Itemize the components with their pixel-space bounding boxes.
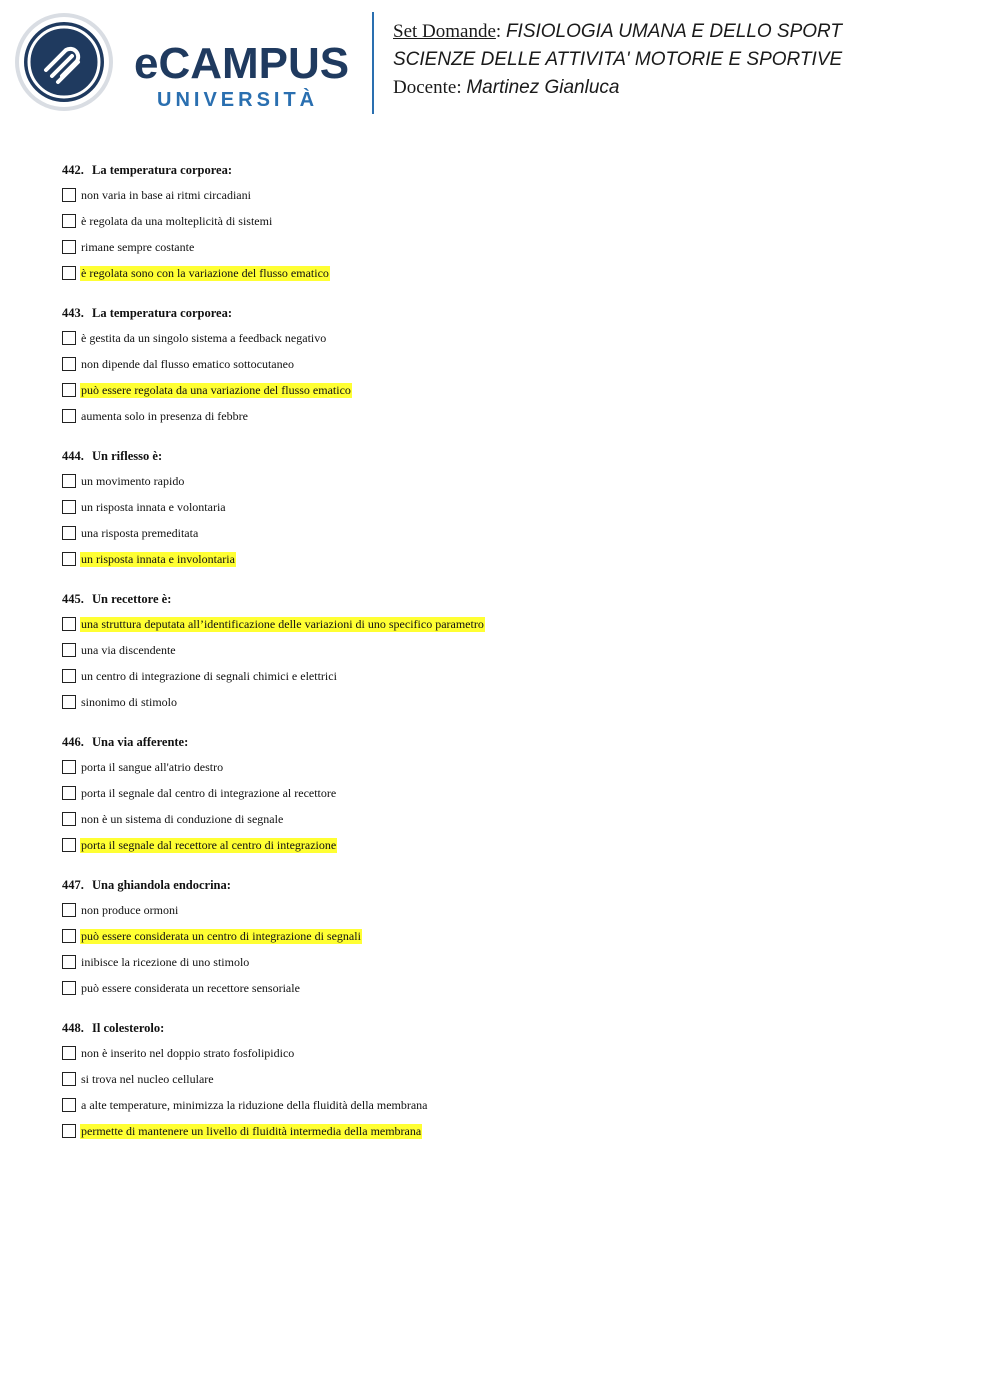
answer-text: è regolata da una molteplicità di sistemi	[81, 213, 273, 228]
checkbox[interactable]	[62, 240, 76, 254]
set-line: Set Domande: FISIOLOGIA UMANA E DELLO SPORT	[393, 21, 843, 42]
checkbox[interactable]	[62, 1072, 76, 1086]
checkbox[interactable]	[62, 643, 76, 657]
answer-option	[62, 637, 942, 663]
answer-option	[62, 520, 942, 546]
answer-text: rimane sempre costante	[81, 239, 195, 254]
answer-text: si trova nel nucleo cellulare	[81, 1071, 214, 1086]
answer-text: una via discendente	[81, 642, 176, 657]
question-title	[62, 730, 942, 754]
checkbox[interactable]	[62, 981, 76, 995]
checkbox[interactable]	[62, 552, 76, 566]
question-title	[62, 873, 942, 897]
checkbox[interactable]	[62, 357, 76, 371]
answer-option	[62, 1118, 942, 1144]
checkbox[interactable]	[62, 1046, 76, 1060]
answer-option	[62, 754, 942, 780]
question-number: 442.	[62, 163, 84, 177]
checkbox[interactable]	[62, 760, 76, 774]
correct-answer-text: una struttura deputata all’identificazione delle variazioni di uno specifico parametro	[81, 616, 484, 631]
checkbox[interactable]	[62, 474, 76, 488]
answer-text: un centro di integrazione di segnali chimici e elettrici	[81, 668, 337, 683]
set-value: FISIOLOGIA UMANA E DELLO SPORT	[505, 21, 843, 42]
question-block	[62, 730, 942, 858]
answer-option	[62, 260, 942, 286]
question-list	[62, 158, 942, 1159]
answer-text: sinonimo di stimolo	[81, 694, 178, 709]
question-title	[62, 301, 942, 325]
correct-answer-text: permette di mantenere un livello di fluidità intermedia della membrana	[81, 1123, 422, 1138]
question-block	[62, 873, 942, 1001]
question-text: Una ghiandola endocrina:	[92, 878, 231, 892]
question-block	[62, 158, 942, 286]
checkbox[interactable]	[62, 812, 76, 826]
answer-option	[62, 208, 942, 234]
answer-option	[62, 325, 942, 351]
correct-answer-text: porta il segnale dal recettore al centro di integrazione	[81, 837, 337, 852]
question-block	[62, 444, 942, 572]
answer-option	[62, 377, 942, 403]
answer-text: è gestita da un singolo sistema a feedback negativo	[81, 330, 327, 345]
answer-text: aumenta solo in presenza di febbre	[81, 408, 248, 423]
question-text: Un riflesso è:	[92, 449, 163, 463]
answer-text: un movimento rapido	[81, 473, 185, 488]
question-text: Un recettore è:	[92, 592, 172, 606]
answer-text: una risposta premeditata	[81, 525, 199, 540]
answer-option	[62, 494, 942, 520]
checkbox[interactable]	[62, 838, 76, 852]
teacher-label: Docente	[393, 77, 457, 98]
question-block	[62, 1016, 942, 1144]
correct-answer-text: un risposta innata e involontaria	[81, 551, 235, 566]
answer-option	[62, 689, 942, 715]
answer-option	[62, 351, 942, 377]
correct-answer-text: è regolata sono con la variazione del flusso ematico	[81, 265, 329, 280]
answer-option	[62, 182, 942, 208]
question-text: Il colesterolo:	[92, 1021, 165, 1035]
page-header	[0, 0, 1000, 130]
answer-option	[62, 546, 942, 572]
checkbox[interactable]	[62, 188, 76, 202]
teacher-name: Martinez Gianluca	[466, 77, 620, 98]
checkbox[interactable]	[62, 214, 76, 228]
header-divider	[372, 12, 374, 114]
checkbox[interactable]	[62, 500, 76, 514]
answer-option	[62, 663, 942, 689]
checkbox[interactable]	[62, 695, 76, 709]
question-number: 444.	[62, 449, 84, 463]
answer-option	[62, 780, 942, 806]
answer-option	[62, 1092, 942, 1118]
answer-text: un risposta innata e volontaria	[81, 499, 226, 514]
checkbox[interactable]	[62, 1124, 76, 1138]
answer-text: non è un sistema di conduzione di segnale	[81, 811, 284, 826]
answer-text: porta il sangue all'atrio destro	[81, 759, 224, 774]
question-number: 447.	[62, 878, 84, 892]
checkbox[interactable]	[62, 1098, 76, 1112]
question-text: La temperatura corporea:	[92, 306, 233, 320]
question-block	[62, 587, 942, 715]
question-block	[62, 301, 942, 429]
checkbox[interactable]	[62, 955, 76, 969]
checkbox[interactable]	[62, 331, 76, 345]
svg-text:UNIVERSITÀ: UNIVERSITÀ	[157, 89, 319, 111]
checkbox[interactable]	[62, 526, 76, 540]
question-title	[62, 158, 942, 182]
checkbox[interactable]	[62, 929, 76, 943]
course-info	[393, 18, 842, 102]
correct-answer-text: può essere regolata da una variazione del flusso ematico	[81, 382, 351, 397]
svg-text:eCAMPUS: eCAMPUS	[134, 39, 350, 88]
answer-option	[62, 234, 942, 260]
question-number: 448.	[62, 1021, 84, 1035]
answer-option	[62, 403, 942, 429]
checkbox[interactable]	[62, 617, 76, 631]
question-title	[62, 1016, 942, 1040]
question-number: 446.	[62, 735, 84, 749]
answer-text: può essere considerata un recettore sensoriale	[81, 980, 300, 995]
checkbox[interactable]	[62, 786, 76, 800]
question-text: La temperatura corporea:	[92, 163, 233, 177]
question-title	[62, 444, 942, 468]
teacher-line: Docente: Martinez Gianluca	[393, 77, 620, 98]
answer-text: a alte temperature, minimizza la riduzione della fluidità della membrana	[81, 1097, 428, 1112]
checkbox[interactable]	[62, 903, 76, 917]
answer-option	[62, 806, 942, 832]
checkbox[interactable]	[62, 383, 76, 397]
answer-option	[62, 1066, 942, 1092]
checkbox[interactable]	[62, 669, 76, 683]
answer-option	[62, 949, 942, 975]
course-line	[393, 46, 842, 74]
set-label: Set Domande	[393, 21, 496, 42]
question-number: 445.	[62, 592, 84, 606]
answer-text: non produce ormoni	[81, 902, 179, 917]
answer-option	[62, 832, 942, 858]
ecampus-logo	[14, 12, 359, 117]
checkbox[interactable]	[62, 266, 76, 280]
course-name: SCIENZE DELLE ATTIVITA' MOTORIE E SPORTIVE	[393, 49, 843, 70]
answer-option	[62, 468, 942, 494]
answer-text: non è inserito nel doppio strato fosfolipidico	[81, 1045, 295, 1060]
question-number: 443.	[62, 306, 84, 320]
answer-text: porta il segnale dal centro di integrazione al recettore	[81, 785, 337, 800]
checkbox[interactable]	[62, 409, 76, 423]
question-text: Una via afferente:	[92, 735, 189, 749]
answer-text: inibisce la ricezione di uno stimolo	[81, 954, 250, 969]
answer-option	[62, 923, 942, 949]
answer-text: non dipende dal flusso ematico sottocutaneo	[81, 356, 294, 371]
answer-option	[62, 1040, 942, 1066]
answer-text: non varia in base ai ritmi circadiani	[81, 187, 251, 202]
correct-answer-text: può essere considerata un centro di integrazione di segnali	[81, 928, 361, 943]
answer-option	[62, 897, 942, 923]
question-title	[62, 587, 942, 611]
answer-option	[62, 975, 942, 1001]
answer-option	[62, 611, 942, 637]
